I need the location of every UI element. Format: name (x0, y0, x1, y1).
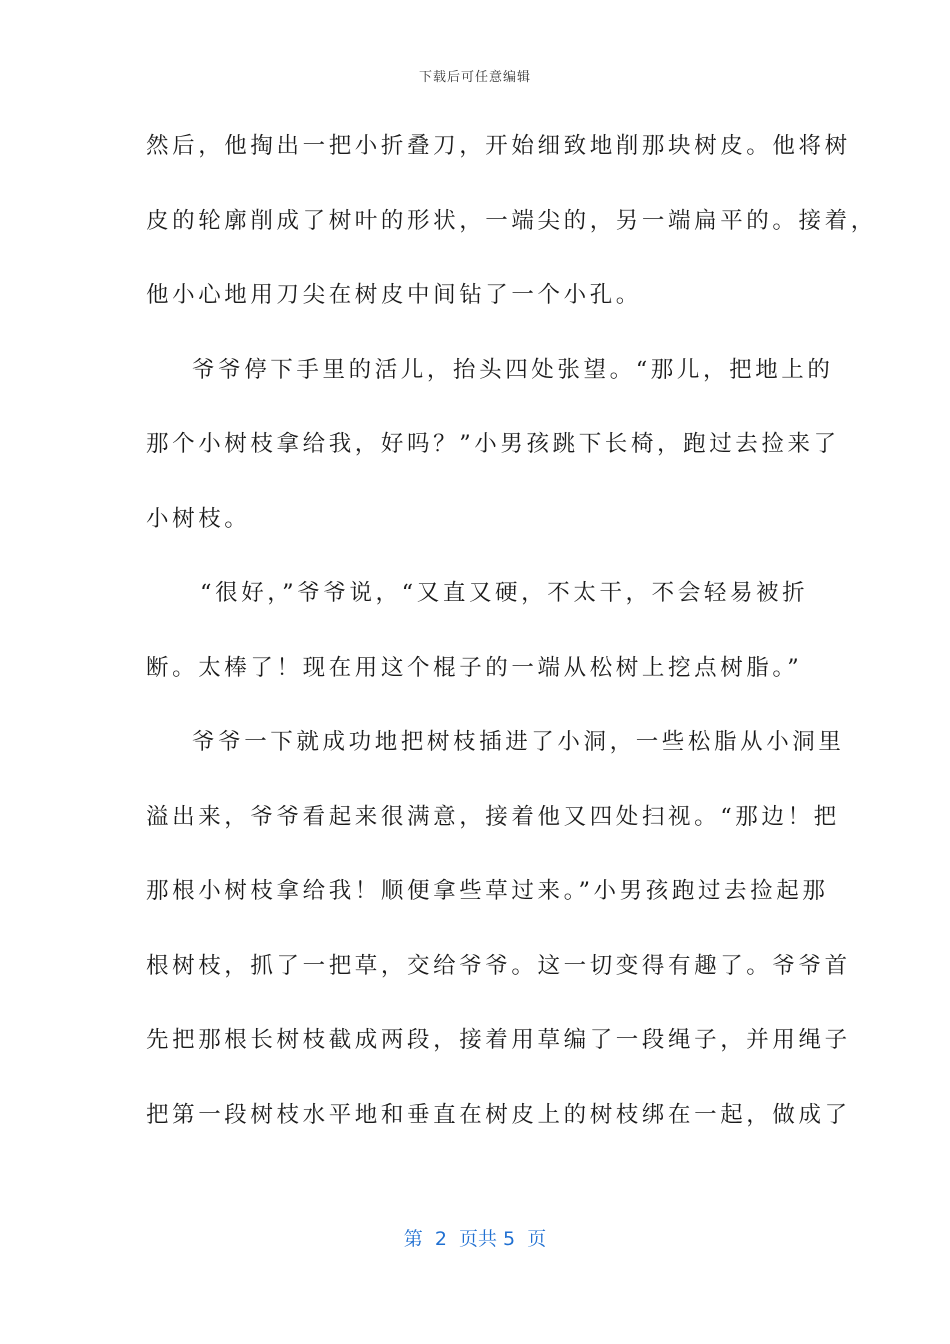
document-body (146, 118, 877, 1161)
text-line: “很好，”爷爷说，“又直又硬，不太干，不会轻易被折 (200, 580, 809, 606)
text-line: 他小心地用刀尖在树皮中间钻了一个小孔。 (146, 282, 642, 308)
text-line: 爷爷停下手里的活儿，抬头四处张望。“那儿，把地上的 (192, 356, 834, 383)
text-line: 小树枝。 (146, 505, 251, 532)
text-line: 溢出来，爷爷看起来很满意，接着他又四处扫视。“那边！把 (146, 803, 840, 830)
text-line: 把第一段树枝水平地和垂直在树皮上的树枝绑在一起，做成了 (146, 1101, 851, 1128)
text-line: 皮的轮廓削成了树叶的形状，一端尖的，另一端扁平的。接着， (146, 207, 877, 234)
text-line: 那个小树枝拿给我，好吗？”小男孩跳下长椅，跑过去捡来了 (146, 431, 840, 457)
text-line: 断。太棒了！现在用这个棍子的一端从松树上挖点树脂。” (146, 654, 803, 681)
text-line: 那根小树枝拿给我！顺便拿些草过来。”小男孩跑过去捡起那 (146, 878, 829, 904)
text-line: 先把那根长树枝截成两段，接着用草编了一段绳子，并用绳子 (146, 1027, 851, 1053)
text-line: 然后，他掏出一把小折叠刀，开始细致地削那块树皮。他将树 (146, 133, 851, 159)
page-header: 下载后可任意编辑 (418, 70, 531, 85)
page-footer: 第 2 页共 5 页 (403, 1228, 547, 1250)
text-line: 根树枝，抓了一把草，交给爷爷。这一切变得有趣了。爷爷首 (146, 952, 851, 979)
text-line: 爷爷一下就成功地把树枝插进了小洞，一些松脂从小洞里 (192, 729, 845, 755)
